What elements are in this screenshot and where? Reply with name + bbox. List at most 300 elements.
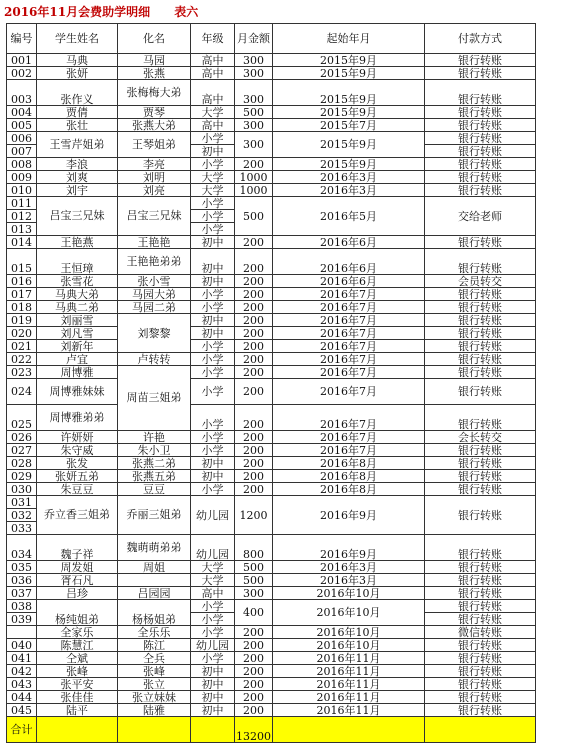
cell-id: 042 [7,665,37,678]
cell-alias: 魏萌萌弟弟 [118,535,191,561]
cell-alias: 李亮 [118,158,191,171]
cell-student: 王艳燕 [37,236,118,249]
table-row [7,574,536,587]
cell-amount: 300 [235,119,273,132]
cell-student: 贾倩 [37,106,118,119]
cell-grade: 高中 [191,119,235,132]
table-row [7,184,536,197]
cell-start: 2016年3月 [273,561,425,574]
cell-start: 2016年7月 [273,301,425,314]
cell-student: 王恒璋 [37,249,118,275]
table-row [7,197,536,210]
cell-start: 2016年11月 [273,704,425,717]
cell-student: 马典二弟 [37,301,118,314]
cell-start: 2016年8月 [273,457,425,470]
cell-pay: 交给老师 [425,197,536,236]
cell-amount: 200 [235,483,273,496]
table-row [7,353,536,366]
cell-student: 刘新年 [37,340,118,353]
cell-amount: 500 [235,197,273,236]
table-row [7,405,536,431]
cell-grade: 初中 [191,314,235,327]
cell-alias: 杨杨姐弟 [118,600,191,626]
document-title [4,3,564,21]
cell-pay: 银行转账 [425,613,536,626]
cell-student: 周发姐 [37,561,118,574]
cell-student: 杨纯姐弟 [37,600,118,626]
cell-grade: 初中 [191,457,235,470]
cell-id: 017 [7,288,37,301]
cell-pay: 会长转交 [425,431,536,444]
cell-grade: 小学 [191,444,235,457]
cell-grade: 大学 [191,184,235,197]
cell-start: 2016年7月 [273,444,425,457]
cell-id: 003 [7,80,37,106]
cell-id [7,626,37,639]
cell-pay: 银行转账 [425,379,536,405]
table-row [7,80,536,106]
cell-grade: 小学 [191,600,235,613]
table-row [7,483,536,496]
cell-id: 010 [7,184,37,197]
cell-grade: 大学 [191,106,235,119]
cell-student: 张平安 [37,678,118,691]
cell-amount: 200 [235,353,273,366]
cell-grade: 初中 [191,704,235,717]
cell-pay: 银行转账 [425,444,536,457]
cell-alias: 朱小卫 [118,444,191,457]
cell-alias: 马园 [118,54,191,67]
cell-pay: 银行转账 [425,405,536,431]
cell-id: 021 [7,340,37,353]
cell-start: 2016年11月 [273,665,425,678]
cell-grade: 初中 [191,327,235,340]
table-row [7,275,536,288]
table-row [7,665,536,678]
cell-alias: 许艳 [118,431,191,444]
total-row [7,717,536,743]
cell-id: 031 [7,496,37,509]
cell-start: 2015年9月 [273,106,425,119]
cell-amount: 200 [235,470,273,483]
cell-grade: 小学 [191,288,235,301]
cell-amount: 200 [235,379,273,405]
cell-grade: 初中 [191,470,235,483]
cell-grade: 高中 [191,80,235,106]
title-main: 2016年11月会费助学明细 [4,5,151,19]
cell-id: 009 [7,171,37,184]
cell-grade: 初中 [191,691,235,704]
cell-alias: 刘明 [118,171,191,184]
cell-student: 马典 [37,54,118,67]
table-row [7,67,536,80]
cell-start: 2016年6月 [273,249,425,275]
cell-id: 008 [7,158,37,171]
cell-start: 2016年6月 [273,275,425,288]
cell-start: 2016年11月 [273,691,425,704]
cell-amount: 200 [235,444,273,457]
cell-alias: 全乐乐 [118,626,191,639]
total-empty [118,717,191,743]
cell-start: 2016年7月 [273,379,425,405]
cell-id: 035 [7,561,37,574]
cell-student: 吕珍 [37,587,118,600]
table-row [7,158,536,171]
table-row [7,314,536,327]
cell-grade: 大学 [191,574,235,587]
cell-alias: 王琴姐弟 [118,132,191,158]
cell-start: 2016年7月 [273,327,425,340]
cell-id: 022 [7,353,37,366]
cell-id: 039 [7,613,37,626]
cell-student: 李浪 [37,158,118,171]
cell-id: 013 [7,223,37,236]
cell-start: 2016年7月 [273,353,425,366]
cell-id: 004 [7,106,37,119]
cell-grade: 小学 [191,197,235,210]
table-row [7,652,536,665]
table-row [7,288,536,301]
cell-alias: 豆豆 [118,483,191,496]
cell-id: 044 [7,691,37,704]
title-sub: 表六 [174,5,199,19]
cell-pay: 银行转账 [425,665,536,678]
cell-start: 2016年7月 [273,340,425,353]
table-row [7,171,536,184]
cell-amount: 200 [235,704,273,717]
cell-student: 张雪花 [37,275,118,288]
cell-alias: 卢转转 [118,353,191,366]
cell-alias: 陈江 [118,639,191,652]
cell-id: 040 [7,639,37,652]
cell-student: 张壮 [37,119,118,132]
cell-grade: 小学 [191,158,235,171]
table-row [7,444,536,457]
table-row [7,600,536,613]
cell-id: 029 [7,470,37,483]
cell-start: 2016年3月 [273,184,425,197]
cell-start: 2016年10月 [273,626,425,639]
cell-pay: 银行转账 [425,132,536,145]
cell-id: 024 [7,379,37,405]
cell-amount: 500 [235,106,273,119]
cell-pay: 银行转账 [425,574,536,587]
cell-start: 2016年3月 [273,171,425,184]
header-student: 学生姓名 [37,24,118,54]
cell-start: 2016年11月 [273,652,425,665]
cell-amount: 400 [235,600,273,626]
cell-grade: 小学 [191,132,235,145]
table-row [7,366,536,379]
cell-alias [118,574,191,587]
cell-pay: 银行转账 [425,340,536,353]
cell-pay: 银行转账 [425,184,536,197]
cell-pay: 银行转账 [425,288,536,301]
cell-grade: 初中 [191,249,235,275]
cell-id: 025 [7,405,37,431]
cell-pay: 银行转账 [425,54,536,67]
cell-alias: 王艳艳弟弟 [118,249,191,275]
cell-pay: 银行转账 [425,301,536,314]
cell-pay: 银行转账 [425,652,536,665]
cell-student: 卢宜 [37,353,118,366]
cell-start: 2015年7月 [273,119,425,132]
cell-alias: 王艳艳 [118,236,191,249]
cell-student: 张发 [37,457,118,470]
cell-alias: 张燕 [118,67,191,80]
table-row [7,132,536,145]
cell-alias: 张峰 [118,665,191,678]
cell-start: 2016年8月 [273,483,425,496]
cell-start: 2016年6月 [273,236,425,249]
cell-amount: 200 [235,639,273,652]
cell-amount: 300 [235,132,273,158]
cell-id: 001 [7,54,37,67]
cell-alias: 张立妹妹 [118,691,191,704]
cell-student: 陈慧江 [37,639,118,652]
cell-id: 033 [7,522,37,535]
cell-alias: 刘亮 [118,184,191,197]
cell-amount: 200 [235,314,273,327]
total-empty [425,717,536,743]
cell-id: 028 [7,457,37,470]
cell-start: 2016年10月 [273,587,425,600]
cell-amount: 300 [235,54,273,67]
cell-id: 018 [7,301,37,314]
cell-pay: 银行转账 [425,171,536,184]
cell-grade: 小学 [191,431,235,444]
cell-amount: 200 [235,327,273,340]
total-empty [191,717,235,743]
cell-grade: 幼儿园 [191,496,235,535]
table-row [7,561,536,574]
cell-student: 胥石凡 [37,574,118,587]
cell-amount: 200 [235,652,273,665]
cell-amount: 500 [235,574,273,587]
cell-student: 刘凡雪 [37,327,118,340]
cell-grade: 高中 [191,67,235,80]
cell-student: 全家乐 [37,626,118,639]
cell-id: 032 [7,509,37,522]
cell-id: 016 [7,275,37,288]
cell-alias: 张小雪 [118,275,191,288]
cell-grade: 小学 [191,483,235,496]
table-row [7,106,536,119]
cell-alias: 张燕大弟 [118,119,191,132]
cell-pay: 会员转交 [425,275,536,288]
header-pay: 付款方式 [425,24,536,54]
cell-alias: 乔丽三姐弟 [118,496,191,535]
cell-student: 张峰 [37,665,118,678]
table-row [7,587,536,600]
cell-alias: 贾琴 [118,106,191,119]
cell-start: 2015年9月 [273,158,425,171]
table-row [7,327,536,340]
table-row [7,119,536,132]
cell-amount: 200 [235,236,273,249]
cell-pay: 银行转账 [425,145,536,158]
cell-grade: 幼儿园 [191,535,235,561]
cell-start: 2016年7月 [273,405,425,431]
cell-id: 026 [7,431,37,444]
table-row [7,704,536,717]
cell-start: 2016年7月 [273,366,425,379]
cell-id: 019 [7,314,37,327]
cell-grade: 小学 [191,405,235,431]
cell-grade: 小学 [191,626,235,639]
cell-pay: 银行转账 [425,678,536,691]
cell-pay: 银行转账 [425,639,536,652]
cell-id: 023 [7,366,37,379]
table-row [7,249,536,275]
cell-amount: 200 [235,665,273,678]
cell-start: 2016年11月 [273,678,425,691]
cell-start: 2015年9月 [273,54,425,67]
cell-id: 041 [7,652,37,665]
cell-alias: 周姐 [118,561,191,574]
cell-student: 张佳佳 [37,691,118,704]
cell-grade: 初中 [191,275,235,288]
cell-alias: 刘黎黎 [118,314,191,353]
table-row [7,535,536,561]
cell-grade: 小学 [191,652,235,665]
cell-start: 2015年9月 [273,132,425,158]
table-row [7,457,536,470]
total-empty [273,717,425,743]
cell-student: 仝斌 [37,652,118,665]
cell-amount: 200 [235,249,273,275]
cell-amount: 200 [235,691,273,704]
cell-id: 011 [7,197,37,210]
cell-student: 张作义 [37,80,118,106]
cell-grade: 小学 [191,366,235,379]
cell-student: 周博雅妹妹 [37,379,118,405]
table-row [7,54,536,67]
cell-pay: 银行转账 [425,158,536,171]
cell-id: 045 [7,704,37,717]
cell-amount: 200 [235,340,273,353]
cell-amount: 200 [235,626,273,639]
cell-student: 乔立香三姐弟 [37,496,118,535]
cell-student: 刘爽 [37,171,118,184]
cell-id: 034 [7,535,37,561]
table-row [7,691,536,704]
cell-amount: 300 [235,587,273,600]
cell-alias: 张梅梅大弟 [118,80,191,106]
cell-id: 036 [7,574,37,587]
cell-pay: 银行转账 [425,483,536,496]
cell-grade: 小学 [191,210,235,223]
cell-amount: 200 [235,158,273,171]
table-row [7,431,536,444]
cell-grade: 小学 [191,301,235,314]
cell-id: 020 [7,327,37,340]
cell-alias: 马园二弟 [118,301,191,314]
cell-grade: 小学 [191,353,235,366]
cell-amount: 1000 [235,184,273,197]
table-row [7,626,536,639]
cell-start: 2016年10月 [273,639,425,652]
cell-pay: 银行转账 [425,535,536,561]
table-row [7,340,536,353]
cell-start: 2015年9月 [273,80,425,106]
table-row [7,236,536,249]
cell-id: 002 [7,67,37,80]
cell-start: 2016年7月 [273,314,425,327]
cell-grade: 小学 [191,340,235,353]
cell-amount: 200 [235,288,273,301]
cell-pay: 银行转账 [425,353,536,366]
cell-id: 007 [7,145,37,158]
cell-grade: 高中 [191,54,235,67]
cell-amount: 200 [235,405,273,431]
cell-alias: 张燕五弟 [118,470,191,483]
cell-id: 038 [7,600,37,613]
cell-grade: 小学 [191,613,235,626]
cell-student: 刘宇 [37,184,118,197]
cell-grade: 小学 [191,223,235,236]
cell-id: 005 [7,119,37,132]
cell-student: 张妍五弟 [37,470,118,483]
cell-pay: 银行转账 [425,314,536,327]
cell-student: 魏子祥 [37,535,118,561]
cell-student: 朱守威 [37,444,118,457]
cell-amount: 300 [235,67,273,80]
cell-amount: 200 [235,275,273,288]
cell-student: 吕宝三兄妹 [37,197,118,236]
cell-id: 015 [7,249,37,275]
cell-pay: 银行转账 [425,691,536,704]
cell-amount: 300 [235,80,273,106]
cell-amount: 500 [235,561,273,574]
cell-pay: 银行转账 [425,366,536,379]
cell-pay: 银行转账 [425,587,536,600]
cell-student: 陆平 [37,704,118,717]
cell-amount: 200 [235,301,273,314]
header-grade: 年级 [191,24,235,54]
cell-student: 刘丽雪 [37,314,118,327]
header-alias: 化名 [118,24,191,54]
cell-alias: 吕园园 [118,587,191,600]
cell-student: 周博雅弟弟 [37,405,118,431]
total-label: 合计 [7,717,37,743]
cell-id: 012 [7,210,37,223]
cell-amount: 200 [235,431,273,444]
cell-pay: 银行转账 [425,80,536,106]
cell-student: 周博雅 [37,366,118,379]
cell-student: 马典大弟 [37,288,118,301]
cell-pay: 银行转账 [425,106,536,119]
cell-id: 014 [7,236,37,249]
cell-pay: 银行转账 [425,457,536,470]
cell-amount: 200 [235,457,273,470]
cell-amount: 1000 [235,171,273,184]
cell-student: 张妍 [37,67,118,80]
total-empty [37,717,118,743]
cell-pay: 银行转账 [425,119,536,132]
cell-grade: 高中 [191,587,235,600]
table-row [7,379,536,405]
cell-pay: 银行转账 [425,327,536,340]
cell-pay: 银行转账 [425,249,536,275]
cell-amount: 200 [235,678,273,691]
header-row [7,24,536,54]
cell-start: 2016年8月 [273,470,425,483]
table-row [7,639,536,652]
cell-pay: 银行转账 [425,236,536,249]
cell-grade: 初中 [191,665,235,678]
header-id: 编号 [7,24,37,54]
